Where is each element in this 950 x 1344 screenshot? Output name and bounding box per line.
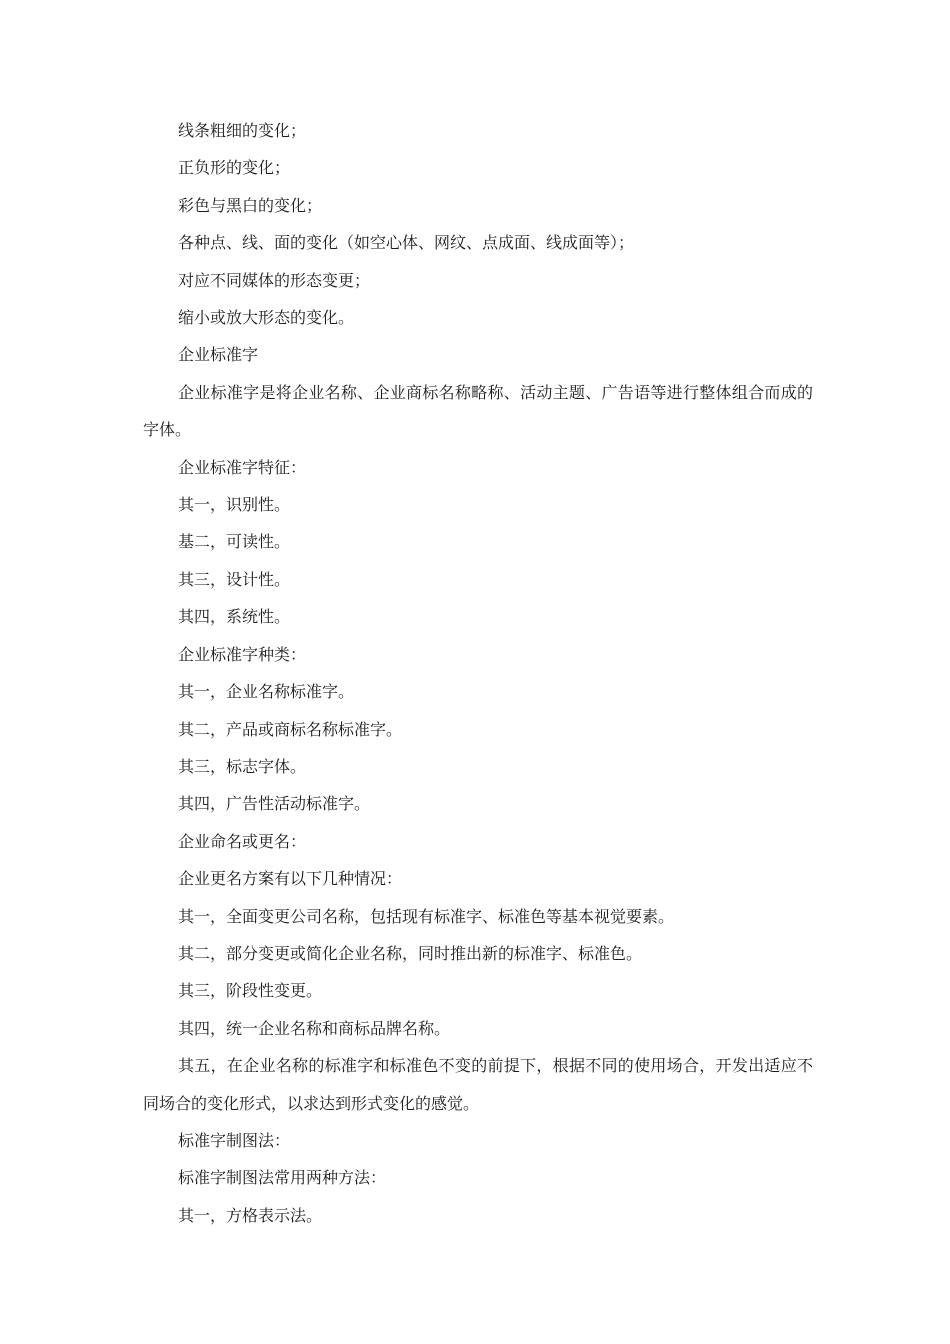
paragraph: 对应不同媒体的形态变更；	[178, 270, 371, 290]
subheading: 企业命名或更名：	[178, 831, 307, 851]
list-item: 基二，可读性。	[178, 532, 291, 552]
paragraph: 正负形的变化；	[178, 158, 291, 178]
paragraph: 企业标准字是将企业名称、企业商标名称略称、活动主题、广告语等进行整体组合而成的字体。	[143, 382, 813, 440]
list-item: 其一，全面变更公司名称，包括现有标准字、标准色等基本视觉要素。	[178, 906, 675, 926]
list-item: 其四，系统性。	[178, 607, 291, 627]
document-body	[143, 112, 813, 1234]
list-item: 其五，在企业名称的标准字和标准色不变的前提下，根据不同的使用场合，开发出适应不同场合的变化形式，以求达到形式变化的感觉。	[143, 1056, 813, 1113]
subheading: 企业标准字种类：	[178, 644, 307, 664]
paragraph: 企业更名方案有以下几种情况：	[178, 869, 403, 889]
list-item: 其一，识别性。	[178, 495, 291, 515]
subheading: 企业标准字特征：	[178, 457, 307, 477]
list-item: 其二，产品或商标名称标准字。	[178, 719, 403, 739]
list-item: 其四，统一企业名称和商标品牌名称。	[178, 1018, 451, 1038]
list-item: 其一，方格表示法。	[178, 1205, 323, 1225]
paragraph: 各种点、线、面的变化（如空心体、网纹、点成面、线成面等）；	[178, 233, 635, 253]
list-item: 其一，企业名称标准字。	[178, 682, 355, 702]
list-item: 其三，标志字体。	[178, 756, 307, 776]
subheading: 标准字制图法：	[178, 1130, 291, 1150]
list-item: 其三，阶段性变更。	[178, 981, 323, 1001]
paragraph: 缩小或放大形态的变化。	[178, 308, 355, 328]
list-item: 其四，广告性活动标准字。	[178, 794, 371, 814]
paragraph: 彩色与黑白的变化；	[178, 195, 323, 215]
paragraph: 标准字制图法常用两种方法：	[178, 1168, 387, 1188]
paragraph: 线条粗细的变化；	[178, 121, 307, 140]
list-item: 其二，部分变更或简化企业名称，同时推出新的标准字、标准色。	[178, 943, 643, 963]
section-heading: 企业标准字	[178, 345, 259, 365]
list-item: 其三，设计性。	[178, 569, 291, 589]
